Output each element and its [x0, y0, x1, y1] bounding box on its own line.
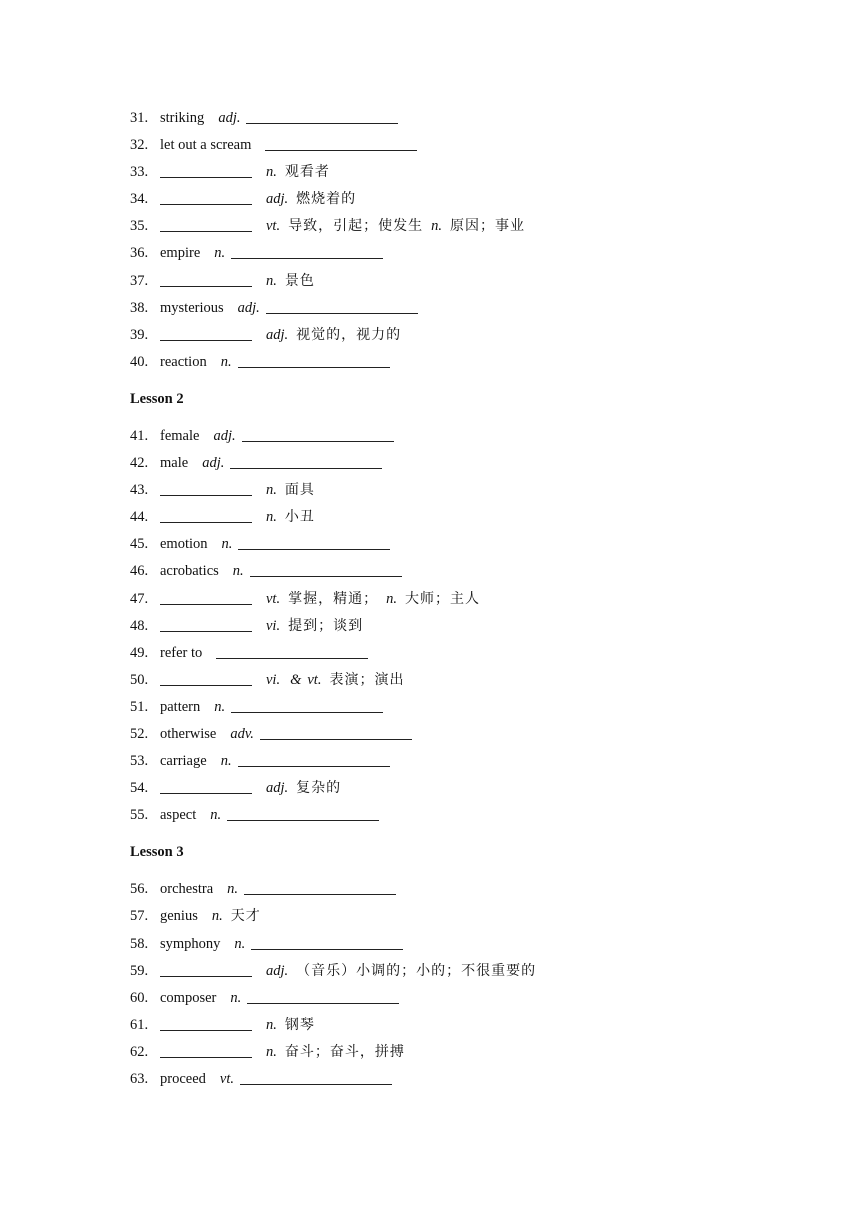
vocab-item	[130, 1043, 810, 1070]
part-of-speech: adj.	[266, 191, 289, 208]
lesson-heading: Lesson 2	[130, 390, 184, 407]
item-number: 45.	[130, 536, 149, 553]
answer-blank[interactable]	[160, 779, 252, 794]
vocab-item	[130, 136, 810, 163]
part-of-speech: adj.	[202, 455, 225, 472]
vocab-item	[130, 163, 810, 190]
answer-blank[interactable]	[230, 454, 382, 469]
answer-blank[interactable]	[216, 644, 368, 659]
part-of-speech: vt.	[266, 218, 281, 235]
vocabulary-worksheet	[130, 109, 810, 1097]
item-number: 50.	[130, 671, 149, 688]
part-of-speech: n.	[221, 536, 233, 553]
vocab-item	[130, 353, 810, 380]
answer-blank[interactable]	[160, 217, 252, 232]
english-term: emotion	[160, 536, 208, 553]
item-number: 43.	[130, 482, 149, 499]
part-of-speech: n.	[266, 1016, 277, 1033]
english-term: proceed	[160, 1071, 206, 1087]
chinese-meaning: 复杂的	[296, 780, 342, 797]
part-of-speech: n.	[220, 353, 232, 370]
answer-blank[interactable]	[231, 244, 383, 259]
part-of-speech: n.	[234, 935, 246, 952]
part-of-speech: n.	[232, 563, 244, 580]
item-number: 37.	[130, 272, 149, 289]
answer-blank[interactable]	[231, 698, 383, 713]
vocab-item	[130, 508, 810, 535]
part-of-speech: n.	[214, 698, 226, 715]
english-term: otherwise	[160, 725, 217, 742]
item-number: 34.	[130, 191, 149, 208]
part-of-speech: vt.	[266, 590, 281, 607]
vocab-item	[130, 752, 810, 779]
item-number: 46.	[130, 563, 149, 580]
answer-blank[interactable]	[160, 1016, 252, 1031]
chinese-meaning: 奋斗；奋斗，拼搏	[284, 1043, 405, 1060]
part-of-speech: adj.	[266, 962, 289, 979]
english-term: empire	[160, 245, 201, 262]
part-of-speech: adj.	[213, 427, 236, 444]
vocab-item	[130, 590, 810, 617]
item-number: 52.	[130, 725, 149, 742]
answer-blank[interactable]	[260, 725, 412, 740]
answer-blank[interactable]	[238, 535, 390, 550]
item-number: 42.	[130, 455, 149, 472]
chinese-meaning: （音乐）小调的；小的；不很重要的	[296, 962, 537, 979]
chinese-meaning: 燃烧着的	[296, 191, 357, 208]
item-number: 59.	[130, 962, 149, 979]
answer-blank[interactable]	[160, 671, 252, 686]
vocab-item	[130, 481, 810, 508]
chinese-meaning: 导致，引起；使发生	[288, 218, 424, 235]
item-number: 39.	[130, 326, 149, 343]
item-number: 57.	[130, 908, 149, 925]
english-term: striking	[160, 110, 205, 126]
vocab-item	[130, 299, 810, 326]
item-number: 47.	[130, 590, 149, 607]
part-of-speech: vi.	[266, 671, 281, 688]
vocab-item	[130, 962, 810, 989]
vocab-item	[130, 806, 810, 833]
chinese-meaning: 天才	[230, 908, 261, 925]
english-term: symphony	[160, 935, 221, 952]
part-of-speech: n.	[266, 482, 277, 499]
english-term: mysterious	[160, 299, 224, 316]
part-of-speech: n.	[230, 989, 242, 1006]
item-number: 56.	[130, 881, 149, 898]
vocab-item	[130, 907, 810, 934]
answer-blank[interactable]	[265, 136, 417, 151]
part-of-speech: adj.	[266, 780, 289, 797]
part-of-speech: n.	[227, 881, 239, 898]
vocab-item	[130, 617, 810, 644]
vocab-item	[130, 725, 810, 752]
part-of-speech: vt.	[307, 671, 322, 688]
vocab-item	[130, 190, 810, 217]
answer-blank[interactable]	[160, 326, 252, 341]
chinese-meaning: 表演；演出	[329, 671, 405, 688]
lesson-heading: Lesson 3	[130, 844, 184, 861]
chinese-meaning: 面具	[284, 482, 315, 499]
english-term: female	[160, 427, 200, 444]
item-number: 53.	[130, 753, 149, 770]
english-term: acrobatics	[160, 563, 219, 580]
answer-blank[interactable]	[246, 109, 398, 124]
part-of-speech: adj.	[266, 326, 289, 343]
vocab-item	[130, 779, 810, 806]
chinese-meaning: 提到；谈到	[288, 617, 364, 634]
answer-blank[interactable]	[244, 880, 396, 895]
chinese-meaning: 视觉的，视力的	[296, 326, 402, 343]
item-number: 40.	[130, 353, 149, 370]
answer-blank[interactable]	[250, 562, 402, 577]
vocab-item	[130, 644, 810, 671]
item-number: 48.	[130, 617, 149, 634]
item-number: 54.	[130, 780, 149, 797]
answer-blank[interactable]	[251, 935, 403, 950]
item-number: 49.	[130, 644, 149, 661]
item-number: 58.	[130, 935, 149, 952]
answer-blank[interactable]	[242, 427, 394, 442]
answer-blank[interactable]	[238, 353, 390, 368]
answer-blank[interactable]	[160, 590, 252, 605]
english-term: pattern	[160, 698, 201, 715]
part-of-speech: n.	[266, 164, 277, 181]
vocab-item	[130, 217, 810, 244]
vocab-item	[130, 326, 810, 353]
item-number: 44.	[130, 509, 149, 526]
item-number: 31.	[130, 110, 149, 126]
item-number: 33.	[130, 164, 149, 181]
part-of-speech: adj.	[237, 299, 260, 316]
part-of-speech: adj.	[218, 110, 241, 126]
answer-blank[interactable]	[240, 1070, 392, 1085]
item-number: 51.	[130, 698, 149, 715]
vocab-item	[130, 454, 810, 481]
english-term: let out a scream	[160, 137, 252, 154]
part-of-speech: vi.	[266, 617, 281, 634]
answer-blank[interactable]	[160, 190, 252, 205]
ampersand: &	[290, 671, 302, 688]
part-of-speech: n.	[431, 218, 442, 235]
vocab-item	[130, 535, 810, 562]
english-term: orchestra	[160, 881, 214, 898]
answer-blank[interactable]	[160, 617, 252, 632]
item-number: 32.	[130, 137, 149, 154]
english-term: carriage	[160, 753, 207, 770]
vocab-item	[130, 244, 810, 271]
answer-blank[interactable]	[227, 806, 379, 821]
item-number: 63.	[130, 1071, 149, 1087]
english-term: reaction	[160, 353, 207, 370]
part-of-speech: n.	[214, 245, 226, 262]
answer-blank[interactable]	[160, 962, 252, 977]
item-number: 61.	[130, 1016, 149, 1033]
vocab-item	[130, 880, 810, 907]
english-term: genius	[160, 908, 198, 925]
vocab-item	[130, 1070, 810, 1097]
answer-blank[interactable]	[160, 163, 252, 178]
answer-blank[interactable]	[160, 508, 252, 523]
item-number: 36.	[130, 245, 149, 262]
answer-blank[interactable]	[266, 299, 418, 314]
item-number: 41.	[130, 427, 149, 444]
vocab-item	[130, 935, 810, 962]
chinese-meaning: 景色	[284, 272, 315, 289]
english-term: refer to	[160, 644, 203, 661]
english-term: aspect	[160, 807, 197, 824]
part-of-speech: n.	[386, 590, 397, 607]
vocab-item	[130, 671, 810, 698]
item-number: 38.	[130, 299, 149, 316]
answer-blank[interactable]	[247, 989, 399, 1004]
part-of-speech: vt.	[219, 1071, 234, 1087]
part-of-speech: n.	[220, 753, 232, 770]
answer-blank[interactable]	[160, 481, 252, 496]
part-of-speech: n.	[266, 272, 277, 289]
item-number: 60.	[130, 989, 149, 1006]
vocab-item	[130, 1016, 810, 1043]
chinese-meaning: 钢琴	[284, 1016, 315, 1033]
part-of-speech: adv.	[230, 725, 254, 742]
item-number: 35.	[130, 218, 149, 235]
part-of-speech: n.	[266, 1043, 277, 1060]
part-of-speech: n.	[266, 509, 277, 526]
answer-blank[interactable]	[238, 752, 390, 767]
chinese-meaning: 小丑	[284, 509, 315, 526]
chinese-meaning: 掌握，精通；	[288, 590, 379, 607]
english-term: male	[160, 455, 189, 472]
english-term: composer	[160, 989, 217, 1006]
vocab-item	[130, 989, 810, 1016]
vocab-item	[130, 698, 810, 725]
item-number: 55.	[130, 807, 149, 824]
chinese-meaning: 原因；事业	[449, 218, 525, 235]
vocab-item	[130, 272, 810, 299]
vocab-item	[130, 562, 810, 589]
answer-blank[interactable]	[160, 1043, 252, 1058]
chinese-meaning: 大师；主人	[404, 590, 480, 607]
vocab-item	[130, 427, 810, 454]
part-of-speech: n.	[211, 908, 223, 925]
answer-blank[interactable]	[160, 272, 252, 287]
chinese-meaning: 观看者	[284, 164, 330, 181]
item-number: 62.	[130, 1043, 149, 1060]
part-of-speech: n.	[210, 807, 222, 824]
vocab-item	[130, 109, 810, 136]
